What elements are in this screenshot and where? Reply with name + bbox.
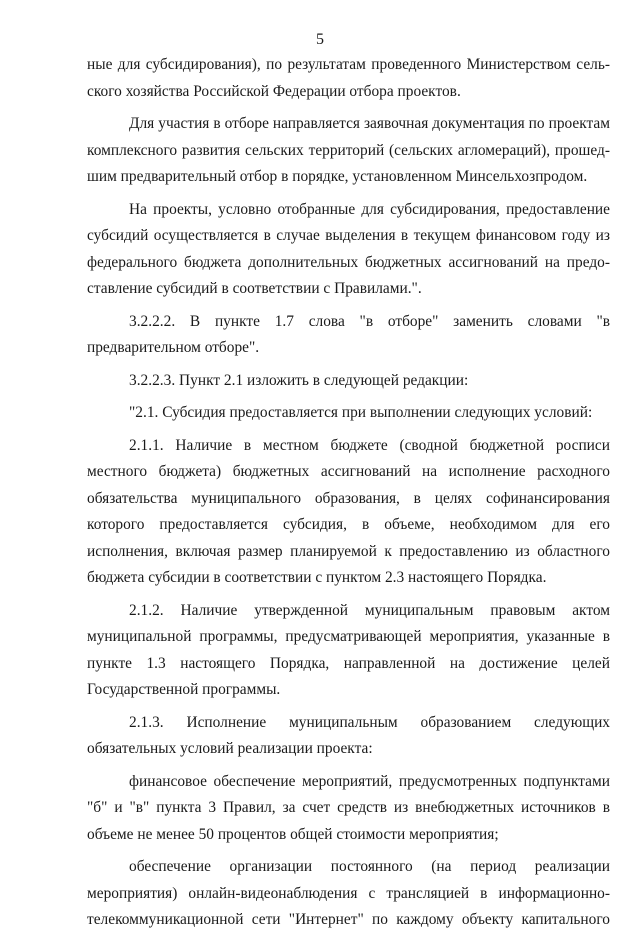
paragraph-2-1-1: 2.1.1. Наличие в местном бюджете (сводной бюджетной росписи местного бюджета) бюджетных ассигнований на исполнение расходного обязательства муниципального образования, в целях софинансирования которого предоставляется субсидия, в объеме, необходимом для его исполнения, включая размер планируемой к предоставлению из областного бюджета субсидии в соответствии с пунктом 2.3 настоящего Порядка. xyxy=(87,436,610,586)
page-number: 5 xyxy=(316,31,324,48)
paragraph-video-monitoring: обеспечение организации постоянного (на период реализации мероприятия) онлайн-видеонаблюдения с трансляцией в информационно-телекоммуникационной сети "Интернет" по каждому объекту капитального xyxy=(87,858,610,928)
paragraph-3-2-2-3: 3.2.2.3. Пункт 2.1 изложить в следующей редакции: xyxy=(129,371,469,389)
paragraph-conditional-projects: На проекты, условно отобранные для субсидирования, предоставление субсидий осуществляется в случае выделения в текущем финансовом году из федерального бюджета дополнительных бюджетных ассигнований на предоставление субсидий в соответствии с Правилами.". xyxy=(87,200,610,297)
paragraph-2-1-3: 2.1.3. Исполнение муниципальным образованием следующих обязательных условий реализации проекта: xyxy=(87,713,610,757)
document-body xyxy=(87,52,610,934)
paragraph-financial-support: финансовое обеспечение мероприятий, предусмотренных подпунктами "б" и "в" пункта 3 Правил, за счет средств из внебюджетных источников в объеме не менее 50 процентов общей стоимости мероприятия; xyxy=(87,772,610,843)
paragraph-application-docs: Для участия в отборе направляется заявочная документация по проектам комплексного развития сельских территорий (сельских агломераций), прошедшим предварительный отбор в порядке, установленном Минсельхозпродом. xyxy=(87,115,610,185)
paragraph-2-1-2: 2.1.2. Наличие утвержденной муниципальным правовым актом муниципальной программы, предусматривающей мероприятия, указанные в пункте 1.3 настоящего Порядка, направленной на достижение целей Государственной программы. xyxy=(87,601,610,698)
paragraph-2-1: "2.1. Субсидия предоставляется при выполнении следующих условий: xyxy=(129,404,593,421)
paragraph-3-2-2-2: 3.2.2.2. В пункте 1.7 слова "в отборе" заменить словами "в предварительном отборе". xyxy=(87,312,610,356)
paragraph-continuation: ные для субсидирования), по результатам проведенного Министерством сельского хозяйства Российской Федерации отбора проектов. xyxy=(87,56,610,100)
